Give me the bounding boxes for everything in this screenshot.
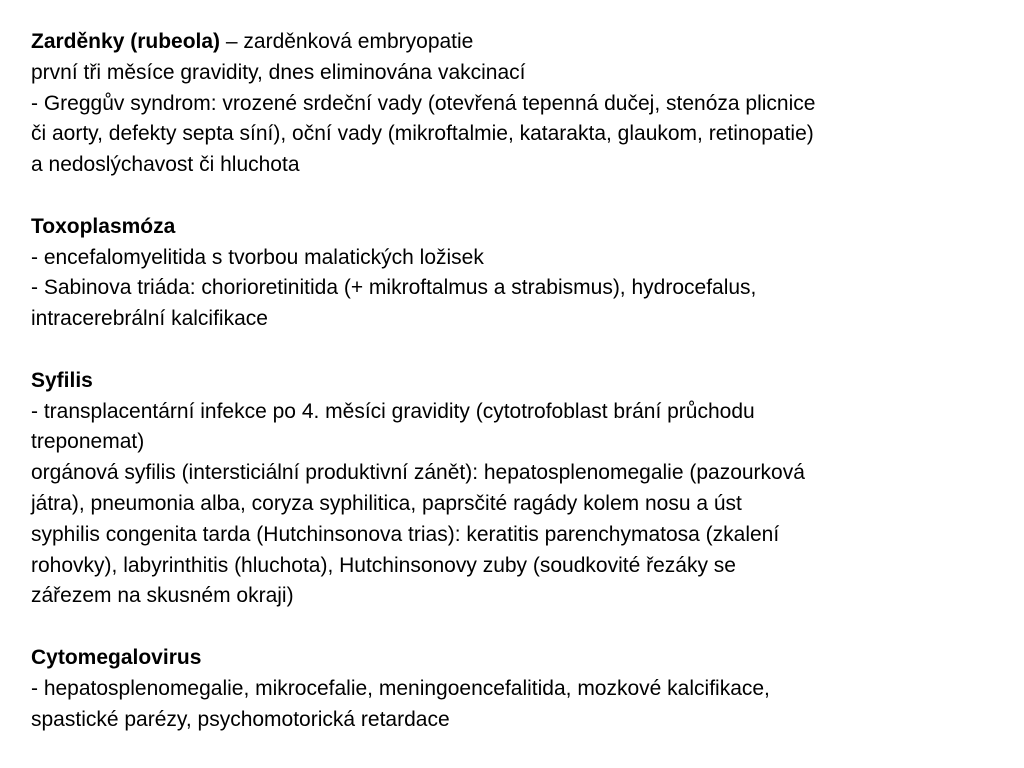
text-line: první tři měsíce gravidity, dnes eliminována vakcinací (31, 60, 526, 84)
section-heading: Syfilis (31, 368, 93, 392)
text-line: játra), pneumonia alba, coryza syphilitica, paprsčité ragády kolem nosu a úst (31, 491, 742, 515)
section-heading-suffix: – zarděnková embryopatie (220, 30, 474, 53)
section-rubeola-title-line (31, 27, 1006, 58)
text-line: rohovky), labyrinthitis (hluchota), Hutchinsonovy zuby (soudkovité řezáky se (31, 553, 736, 577)
text-line: spastické parézy, psychomotorická retardace (31, 707, 450, 731)
section-heading: Toxoplasmóza (31, 214, 176, 238)
section-heading: Cytomegalovirus (31, 645, 202, 669)
slide-content (31, 27, 1006, 735)
text-line: - transplacentární infekce po 4. měsíci gravidity (cytotrofoblast brání průchodu (31, 399, 755, 423)
text-line: intracerebrální kalcifikace (31, 307, 268, 331)
text-line: a nedoslýchavost či hluchota (31, 153, 300, 177)
text-line: treponemat) (31, 430, 145, 454)
text-line: - encefalomyelitida s tvorbou malatických ložisek (31, 245, 484, 269)
spacer (31, 612, 1006, 643)
text-line: - Sabinova triáda: chorioretinitida (+ mikroftalmus a strabismus), hydrocefalus, (31, 276, 757, 300)
text-line: či aorty, defekty septa síní), oční vady (mikroftalmie, katarakta, glaukom, retinopatie) (31, 122, 814, 146)
section-heading: Zarděnky (rubeola) (31, 30, 221, 53)
text-line: syphilis congenita tarda (Hutchinsonova trias): keratitis parenchymatosa (zkalení (31, 522, 780, 546)
text-line: zářezem na skusném okraji) (31, 584, 294, 608)
text-line: - Greggův syndrom: vrozené srdeční vady (otevřená tepenná dučej, stenóza plicnice (31, 91, 816, 115)
text-line: - hepatosplenomegalie, mikrocefalie, meningoencefalitida, mozkové kalcifikace, (31, 676, 770, 700)
spacer (31, 181, 1006, 212)
text-line: orgánová syfilis (intersticiální produktivní zánět): hepatosplenomegalie (pazourková (31, 461, 805, 485)
spacer (31, 335, 1006, 366)
